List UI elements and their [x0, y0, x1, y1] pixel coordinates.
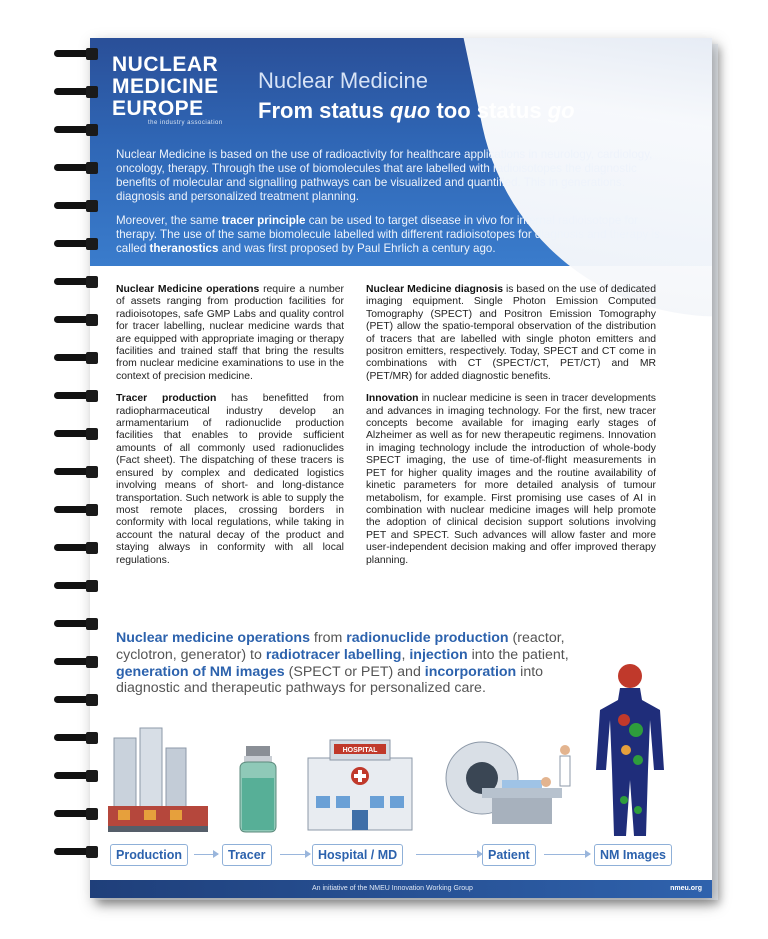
- binding-ring: [52, 352, 98, 364]
- step-patient: Patient: [482, 844, 536, 866]
- step-arrow: [280, 854, 310, 855]
- binding-ring: [52, 238, 98, 250]
- intro-paragraph-2: Moreover, the same tracer principle can be used to target disease in vivo for internal radioisotope for therapy. The use of the same biomolecule labelled with different radioisotopes for diagnosis and therapy is called theranostics and was first proposed by Paul Ehrlich a century ago.: [116, 214, 660, 255]
- header-banner: [90, 38, 712, 266]
- process-steps: [90, 844, 712, 868]
- intro-text: [116, 148, 676, 266]
- tracer-vial-icon: [228, 718, 288, 838]
- tracer-production-paragraph: Tracer production has benefitted from radiopharmaceutical industry develop an armamentarium of radionuclide production facilities that enables to provide sufficient amounts of all commonly used radionuclides (Fact sheet). The dispatching of these tracers is ensured by complex and dedicated logistics involving means of short- and long-distance transportation. Such network is able to supply the most remote places, crossing borders in conformity with local regulations, while taking in account the natural decay of the product and staying always in conformity with all local regulations.: [116, 393, 344, 566]
- step-tracer: Tracer: [222, 844, 272, 866]
- binding-ring: [52, 542, 98, 554]
- innovation-paragraph: Innovation in nuclear medicine is seen in tracer developments and advances in imaging technology. For the first, new tracer concepts become available for imaging early stages of Alzheimer as well as for new therapeutic regimens. Innovation in imaging technology include the introduction of whole-body SPECT imaging, the use of time-of-flight measurements in PET for higher quality images and the routine availability of kinetic parameters for more detailed analysis of tumour metabolism, for example. First promising use cases of AI in combination with nuclear medicine images will help promote the adoption of clinical decision support solutions involving PET and SPECT. Such advances will allow faster and more user-independent decision making and offer improved therapy planning.: [366, 393, 656, 566]
- binding-ring: [52, 580, 98, 592]
- footer-bar: [90, 880, 712, 898]
- logo-line-2: MEDICINE: [112, 75, 219, 98]
- binding-ring: [52, 504, 98, 516]
- binding-ring: [52, 770, 98, 782]
- binding-ring: [52, 200, 98, 212]
- diagnosis-paragraph: Nuclear Medicine diagnosis is based on the use of dedicated imaging equipment. Single Photon Emission Computed Tomography (SPECT) and Positron Emission Tomography (PET) allow the spatio-temporal observation of the distribution of tracers that are labelled with single photon emitters and positron emitters, respectively. Today, SPECT and CT come in combinations with CT (SPECT/CT, PET/CT) and MR (PET/MR) for added diagnostic benefits.: [366, 284, 656, 382]
- left-column: [116, 284, 344, 577]
- binding-ring: [52, 86, 98, 98]
- step-arrow: [544, 854, 590, 855]
- intro-paragraph-1: Nuclear Medicine is based on the use of radioactivity for healthcare applications in neurology, cardiology, oncology, therapy. Through the use of biomolecules that are labelled with radioisotopes the diagnostic benefits of molecular and signalling pathways can be visualized and quantified. This in generations. diagnosis and personalized treatment planning.: [116, 148, 653, 203]
- operations-summary: Nuclear medicine operations from radionuclide production (reactor, cyclotron, generator) to radiotracer labelling, injection into the patient, generation of NM images (SPECT or PET) and incorporation into diagnostic and therapeutic pathways for personalized care.: [116, 630, 569, 697]
- right-column: [366, 284, 656, 577]
- binding-ring: [52, 48, 98, 60]
- step-nm-images: NM Images: [594, 844, 672, 866]
- binding-ring: [52, 808, 98, 820]
- step-arrow: [194, 854, 218, 855]
- production-facility-icon: [104, 718, 214, 838]
- fact-sheet-page: [90, 38, 712, 898]
- logo-line-1: NUCLEAR: [112, 53, 219, 76]
- binding-ring: [52, 656, 98, 668]
- footer-initiative: An initiative of the NMEU Innovation Working Group: [312, 885, 473, 892]
- page-subtitle: From status quo too status go: [258, 98, 575, 123]
- step-arrow: [416, 854, 482, 855]
- logo-line-3: EUROPE: [112, 97, 204, 120]
- binding-ring: [52, 314, 98, 326]
- binding-ring: [52, 732, 98, 744]
- nm-image-body-icon: [590, 660, 670, 840]
- binding-ring: [52, 618, 98, 630]
- binding-ring: [52, 276, 98, 288]
- binding-ring: [52, 694, 98, 706]
- step-hospital: Hospital / MD: [312, 844, 403, 866]
- binding-ring: [52, 428, 98, 440]
- binding-ring: [52, 846, 98, 858]
- binding-ring: [52, 124, 98, 136]
- step-production: Production: [110, 844, 188, 866]
- patient-scanner-icon: [442, 718, 582, 838]
- binding-ring: [52, 162, 98, 174]
- logo-tagline: the industry association: [148, 120, 223, 126]
- hospital-icon: [300, 718, 420, 838]
- page-title: Nuclear Medicine: [258, 68, 428, 93]
- spiral-binding: [52, 48, 100, 886]
- nmeu-logo: [112, 54, 223, 126]
- hospital-sign-label: HOSPITAL: [342, 747, 378, 754]
- operations-paragraph: Nuclear Medicine operations require a number of assets ranging from production facilities for radioisotopes, safe GMP Labs and quality control for tracer labelling, nuclear medicine wards that are equipped with appropriate imaging or therapy facilities and trained staff that bring the results from nuclear medicine examinations to use in the context of precision medicine.: [116, 284, 345, 382]
- binding-ring: [52, 390, 98, 402]
- binding-ring: [52, 466, 98, 478]
- footer-url: nmeu.org: [670, 885, 702, 892]
